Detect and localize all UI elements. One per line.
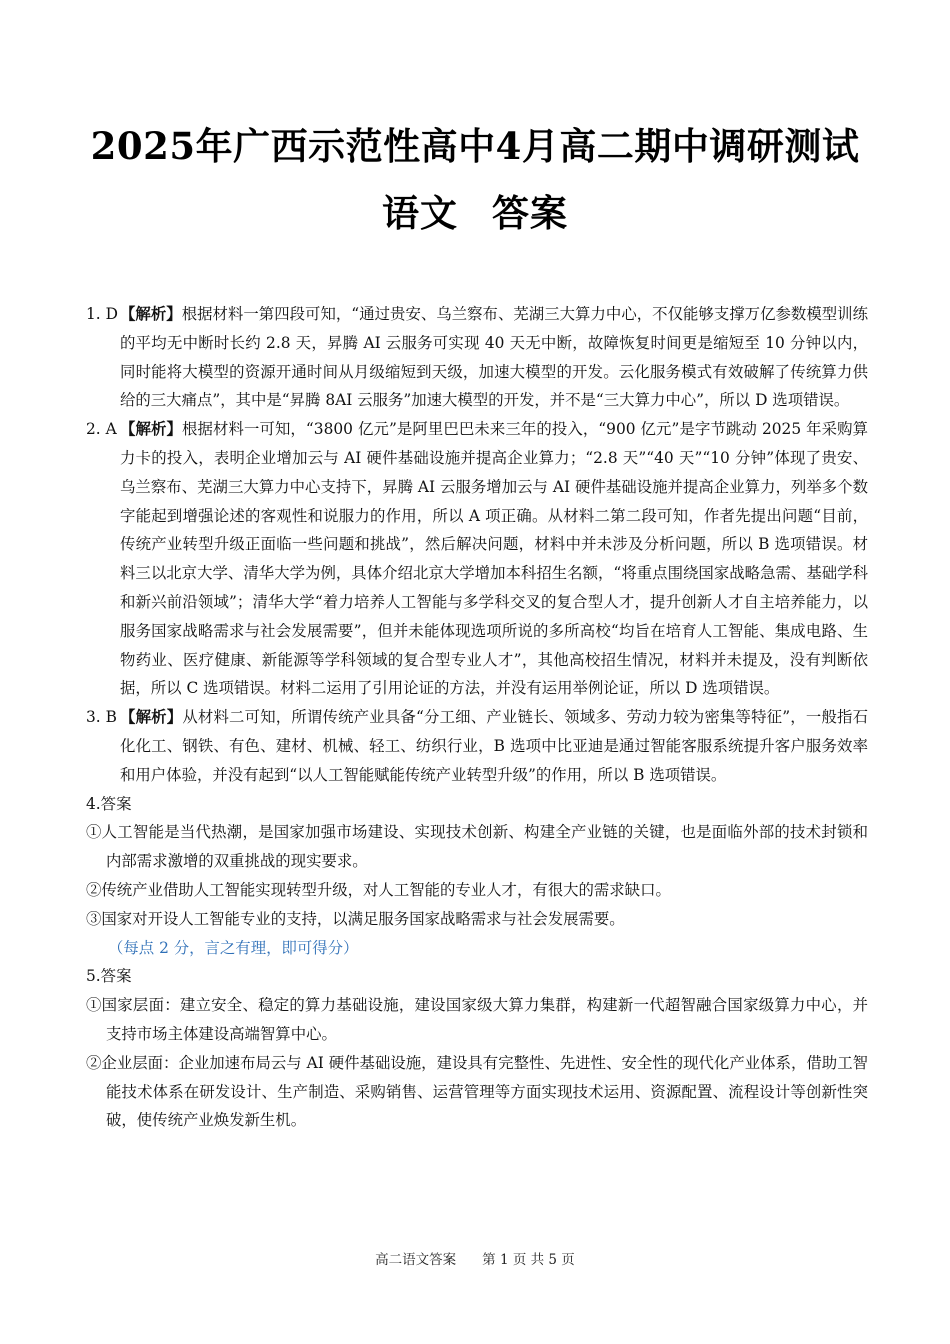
question-5-heading: 5.答案 — [86, 967, 132, 986]
answer-label: 答案 — [492, 191, 568, 235]
analysis-tag: 【解析】 — [120, 420, 182, 439]
answer-number: 1. D — [86, 305, 118, 323]
question-4-point-1: ①人工智能是当代热潮，是国家加强市场建设、实现技术创新、构建全产业链的关键，也是面临外部的技术封锁和内部需求激增的双重挑战的现实要求。 — [86, 823, 868, 871]
answer-number: 2. A — [86, 420, 117, 439]
subject-label: 语文 — [382, 191, 458, 235]
answer-item-3 — [86, 703, 868, 789]
analysis-tag: 【解析】 — [120, 305, 182, 323]
footer-label: 高二语文答案 — [375, 1252, 457, 1268]
question-4-point-3: ③国家对开设人工智能专业的支持，以满足服务国家战略需求与社会发展需要。 — [86, 909, 625, 928]
answer-text: 根据材料一可知，“3800 亿元”是阿里巴巴未来三年的投入，“900 亿元”是字节跳动 2025 年采购算力卡的投入，表明企业增加云与 AI 硬件基础设施并提高企业算力；“2.8 天”“40 天”“10 分钟”体现了贵安、乌兰察布、芜湖三大算力中心支持下，昇腾 AI 云服务增加云与 AI 硬件基础设施并提高企业算力，列举多个数字能起到增强论述的客观性和说服力的作用，所以 A 项正确。从材料二第二段可知，作者先提出问题“目前，传统产业转型升级正面临一些问题和挑战”，然后解决问题，材料中并未涉及分析问题，所以 B 选项错误。材料三以北京大学、清华大学为例，具体介绍北京大学增加本科招生名额，“将重点围绕国家战略急需、基础学科和新兴前沿领域”；清华大学“着力培养人工智能与多学科交叉的复合型人才，提升创新人才自主培养能力，以服务国家战略需求与社会发展需要”，但并未能体现选项所说的多所高校“均旨在培育人工智能、集成电路、生物药业、医疗健康、新能源等学科领域的复合型专业人才”，其他高校招生情况，材料并未提及，没有判断依据，所以 C 选项错误。材料二运用了引用论证的方法，并没有运用举例论证，所以 D 选项错误。 — [120, 420, 868, 698]
answer-item-2 — [86, 415, 868, 703]
page-number: 第 1 页 共 5 页 — [482, 1252, 575, 1268]
answer-content — [86, 300, 868, 1135]
answer-text: 从材料二可知，所谓传统产业具备“分工细、产业链长、领域多、劳动力较为密集等特征”，一般指石化化工、钢铁、有色、建材、机械、轻工、纺织行业，B 选项中比亚迪是通过智能客服系统提升客户服务效率和用户体验，并没有起到“以人工智能赋能传统产业转型升级”的作用，所以 B 选项错误。 — [120, 708, 868, 784]
answer-text: 根据材料一第四段可知，“通过贵安、乌兰察布、芜湖三大算力中心，不仅能够支撑万亿参数模型训练的平均无中断时长约 2.8 天，昇腾 AI 云服务可实现 40 天无中断，故障恢复时间更是缩短至 10 分钟以内，同时能将大模型的资源开通时间从月级缩短到天级，加速大模型的开发。云化服务模式有效破解了传统算力供给的三大痛点”，其中是“昇腾 8AI 云服务”加速大模型的开发，并不是“三大算力中心”，所以 D 选项错误。 — [120, 305, 868, 410]
document-subtitle — [0, 183, 950, 237]
page-footer — [0, 1248, 950, 1268]
answer-number: 3. B — [86, 708, 117, 727]
answer-item-1 — [86, 300, 868, 415]
scoring-note: （每点 2 分，言之有理，即可得分） — [108, 938, 359, 957]
question-5-point-2: ②企业层面：企业加速布局云与 AI 硬件基础设施，建设具有完整性、先进性、安全性的现代化产业体系，借助工智能技术体系在研发设计、生产制造、采购销售、运营管理等方面实现技术运用、资源配置、流程设计等创新性突破，使传统产业焕发新生机。 — [86, 1053, 868, 1130]
question-5-point-1: ①国家层面：建立安全、稳定的算力基础设施，建设国家级大算力集群，构建新一代超智融合国家级算力中心，并支持市场主体建设高端智算中心。 — [86, 996, 868, 1043]
question-4-point-2: ②传统产业借助人工智能实现转型升级，对人工智能的专业人才，有很大的需求缺口。 — [86, 880, 671, 899]
analysis-tag: 【解析】 — [120, 708, 183, 727]
question-4-heading: 4.答案 — [86, 794, 132, 813]
document-title: 2025年广西示范性高中4月高二期中调研测试 — [90, 124, 860, 168]
